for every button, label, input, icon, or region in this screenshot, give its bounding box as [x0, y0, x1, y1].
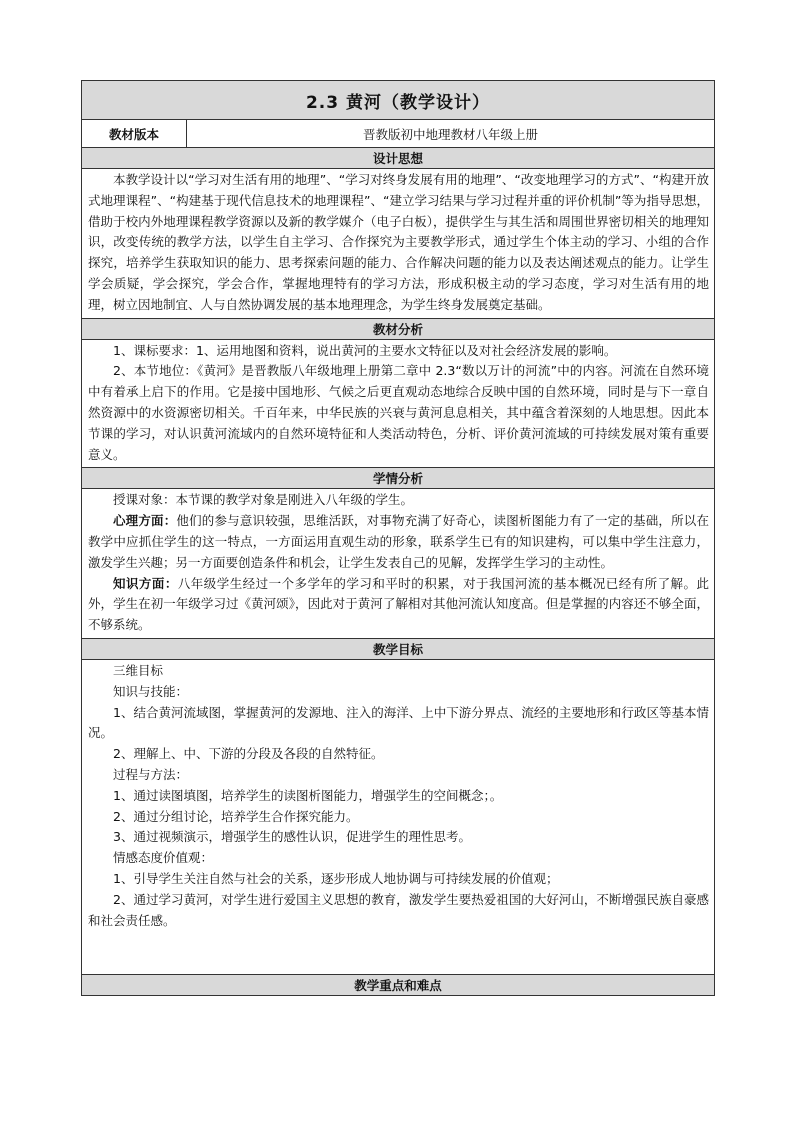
design-body — [82, 169, 714, 319]
knowledge-label: 知识方面： — [113, 575, 178, 591]
analysis-position: 2、本节地位：《黄河》是晋教版八年级地理上册第二章中 2.3“数以万计的河流”中的内容。河流在自然环境中有着承上启下的作用。它是接中国地形、气候之后更直观动态地综合反映中国的自然环境，同时是与下一章自然资源中的水资源密切相关。千百年来，中华民族的兴衰与黄河息息相关，其中蕴含着深刻的人地思想。因此本节课的学习，对认识黄河流域内的自然环境特征和人类活动特色，分析、评价黄河流域的可持续发展对策有重要意义。 — [88, 363, 709, 462]
goal-line: 1、引导学生关注自然与社会的关系，逐步形成人地协调与可持续发展的价值观； — [113, 870, 559, 886]
design-text: 本教学设计以“学习对生活有用的地理”、“学习对终身发展有用的地理”、“改变地理学习的方式”、“构建开放式地理课程”、“构建基于现代信息技术的地理课程”、“建立学习结果与学习过程并重的评价机制”等为指导思想，借助于校内外地理课程教学资源以及新的教学媒介（电子白板），提供学生与其生活和周围世界密切相关的地理知识，改变传统的教学方法，以学生自主学习、合作探究为主要教学形式，通过学生个体主动的学习、小组的合作探究，培养学生获取知识的能力、思考探索问题的能力、合作解决问题的能力以及表达阐述观点的能力。让学生学会质疑，学会探究，学会合作，掌握地理特有的学习方法，形成积极主动的学习态度，学习对生活有用的地理，树立因地制宜、人与自然协调发展的基本地理理念，为学生终身发展奠定基础。 — [88, 172, 709, 312]
students-body — [82, 489, 714, 639]
goal-line: 三维目标 — [113, 662, 164, 678]
design-heading: 设计思想 — [82, 148, 714, 169]
students-target: 授课对象：本节课的教学对象是刚进入八年级的学生。 — [113, 492, 414, 508]
students-knowledge — [88, 574, 709, 636]
keypoints-heading: 教学重点和难点 — [82, 975, 714, 996]
textbook-version-value: 晋教版初中地理教材八年级上册 — [362, 126, 538, 142]
goal-line: 知识与技能： — [113, 683, 189, 699]
goal-line: 1、结合黄河流域图，掌握黄河的发源地、注入的海洋、上中下游分界点、流经的主要地形和行政区等基本情况。 — [88, 704, 709, 741]
psychology-text: 他们的参与意识较强，思维活跃，对事物充满了好奇心，读图析图能力有了一定的基础，所以在教学中应抓住学生的这一特点，一方面运用直观生动的形象，联系学生已有的知识建构，可以集中学生注意力，激发学生兴趣；另一方面要创造条件和机会，让学生发表自己的见解，发挥学生学习的主动性。 — [88, 513, 709, 570]
goals-heading: 教学目标 — [82, 639, 714, 660]
goal-line: 过程与方法： — [113, 766, 189, 782]
lesson-plan-table — [81, 80, 715, 996]
document-title: 2.3 黄河（教学设计） — [82, 81, 714, 120]
students-heading: 学情分析 — [82, 468, 714, 489]
goal-line: 2、通过分组讨论，培养学生合作探究能力。 — [113, 808, 359, 824]
goal-line: 2、通过学习黄河，对学生进行爱国主义思想的教育，激发学生要热爱祖国的大好河山，不断增强民族自豪感和社会责任感。 — [88, 891, 709, 928]
goal-line: 1、通过读图填图，培养学生的读图析图能力，增强学生的空间概念；。 — [113, 787, 503, 803]
analysis-heading: 教材分析 — [82, 319, 714, 340]
analysis-body — [82, 340, 714, 469]
analysis-standard: 1、课标要求：1、运用地图和资料，说出黄河的主要水文特征以及对社会经济发展的影响。 — [113, 342, 617, 358]
knowledge-text: 八年级学生经过一个多学年的学习和平时的积累，对于我国河流的基本概况已经有所了解。此外，学生在初一年级学习过《黄河颂》，因此对于黄河了解相对其他河流认知度高。但是掌握的内容还不够全面，不够系统。 — [88, 575, 709, 633]
textbook-version-row — [82, 120, 714, 148]
psychology-label: 心理方面： — [113, 513, 177, 529]
students-psychology — [88, 511, 709, 573]
textbook-version-label: 教材版本 — [82, 120, 187, 147]
goal-line: 2、理解上、中、下游的分段及各段的自然特征。 — [113, 746, 384, 762]
goal-line: 情感态度价值观： — [113, 850, 214, 866]
goal-line: 3、通过视频演示，增强学生的感性认识，促进学生的理性思考。 — [113, 829, 471, 845]
goals-body — [82, 660, 714, 975]
